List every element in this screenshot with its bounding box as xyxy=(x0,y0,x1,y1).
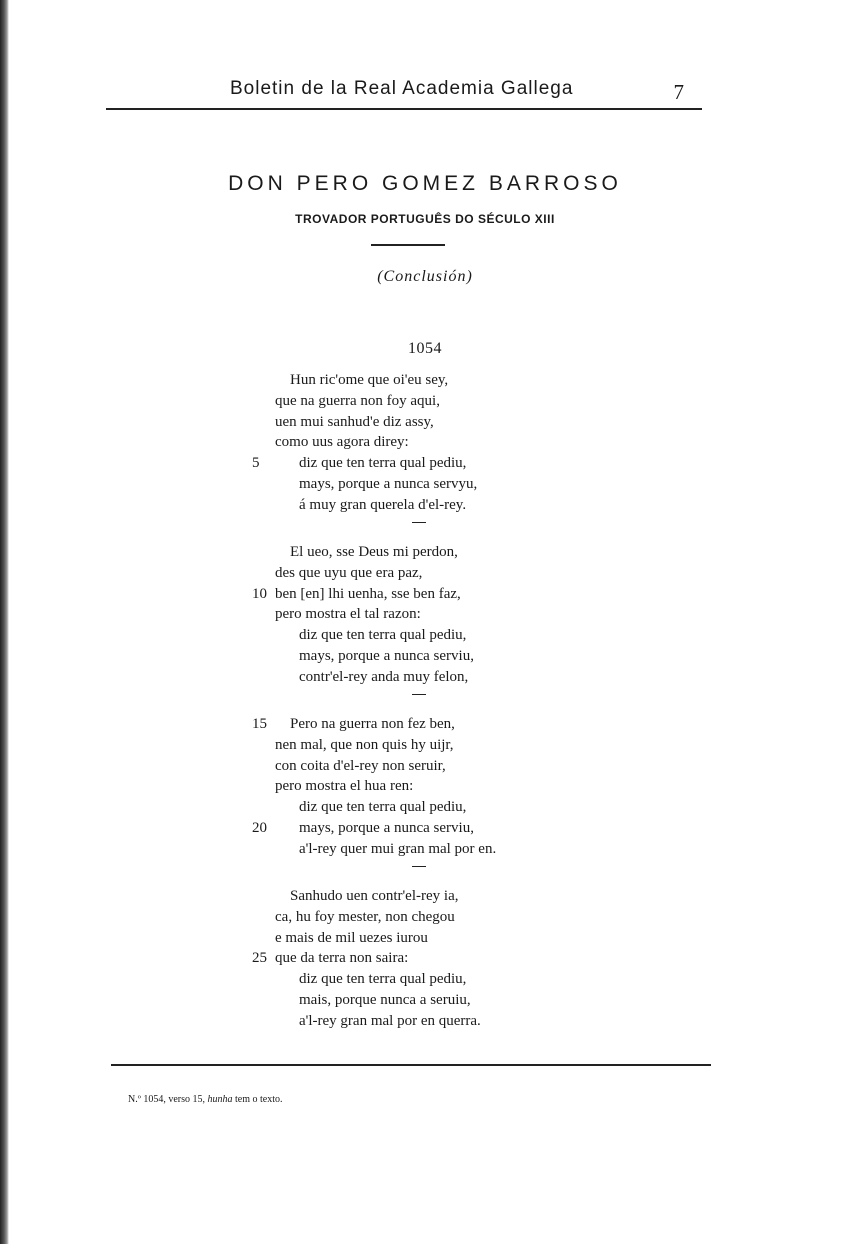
verse-line: Sanhudo uen contr'el-rey ia, xyxy=(290,888,459,904)
footnote-word: hunha xyxy=(207,1094,233,1105)
verse-line: a'l-rey gran mal por en querra. xyxy=(299,1012,481,1029)
verse-line: diz que ten terra qual pediu, xyxy=(299,627,467,644)
verse-line: mays, porque a nunca servyu, xyxy=(299,476,478,492)
line-number: 5 xyxy=(252,455,260,472)
verse-line: Hun ric'ome que oi'eu sey, xyxy=(290,372,449,388)
verse-line: á muy gran querela d'el-rey. xyxy=(299,496,467,513)
stanza-separator xyxy=(412,694,426,695)
footnote-divider xyxy=(111,1064,711,1066)
verse-line: a'l-rey quer mui gran mal por en. xyxy=(299,840,497,857)
verse-line: como uus agora direy: xyxy=(275,434,409,451)
page-number: 7 xyxy=(673,80,684,104)
verse-line: que na guerra non foy aqui, xyxy=(275,392,440,409)
verse-line: diz que ten terra qual pediu, xyxy=(299,799,467,816)
verse-line: e mais de mil uezes iurou xyxy=(275,929,428,946)
verse-line: diz que ten terra qual pediu, xyxy=(299,455,467,472)
journal-title: Boletin de la Real Academia Gallega xyxy=(230,78,574,99)
verse-line: contr'el-rey anda muy felon, xyxy=(299,668,469,685)
verse-line: mais, porque nunca a seruiu, xyxy=(299,992,471,1008)
verse-line: Pero na guerra non fez ben, xyxy=(290,716,455,732)
stanza-separator xyxy=(412,522,426,523)
verse-line: pero mostra el hua ren: xyxy=(275,778,414,795)
footnote xyxy=(128,1094,282,1105)
line-number: 15 xyxy=(252,716,267,732)
article-title: DON PERO GOMEZ BARROSO xyxy=(228,172,622,195)
verse-line: ca, hu foy mester, non chegou xyxy=(275,908,455,925)
verse-line: diz que ten terra qual pediu, xyxy=(299,971,467,988)
title-divider xyxy=(371,244,445,246)
verse-line: ben [en] lhi uenha, sse ben faz, xyxy=(275,585,461,602)
section-label: (Conclusión) xyxy=(377,268,473,285)
line-number: 10 xyxy=(252,585,267,602)
article-subtitle: TROVADOR PORTUGUÊS DO SÉCULO XIII xyxy=(295,212,555,226)
line-number: 25 xyxy=(252,950,267,967)
verse-line: pero mostra el tal razon: xyxy=(275,606,421,623)
verse-line: mays, porque a nunca serviu, xyxy=(299,648,474,664)
verse-line: des que uyu que era paz, xyxy=(275,564,423,581)
verse-line: nen mal, que non quis hy uijr, xyxy=(275,736,454,753)
verse-line: El ueo, sse Deus mi perdon, xyxy=(290,544,458,560)
line-number: 20 xyxy=(252,820,267,836)
verse-line: mays, porque a nunca serviu, xyxy=(299,820,474,836)
footnote-suffix: tem o texto. xyxy=(234,1094,283,1105)
verse-line: uen mui sanhud'e diz assy, xyxy=(275,413,434,430)
footnote-prefix: N.º 1054, verso 15, xyxy=(128,1094,205,1105)
poem-number: 1054 xyxy=(408,340,442,357)
running-header xyxy=(106,78,702,110)
stanza-separator xyxy=(412,866,426,867)
verse-line: con coita d'el-rey non seruir, xyxy=(275,757,446,774)
verse-line: que da terra non saira: xyxy=(275,950,409,967)
